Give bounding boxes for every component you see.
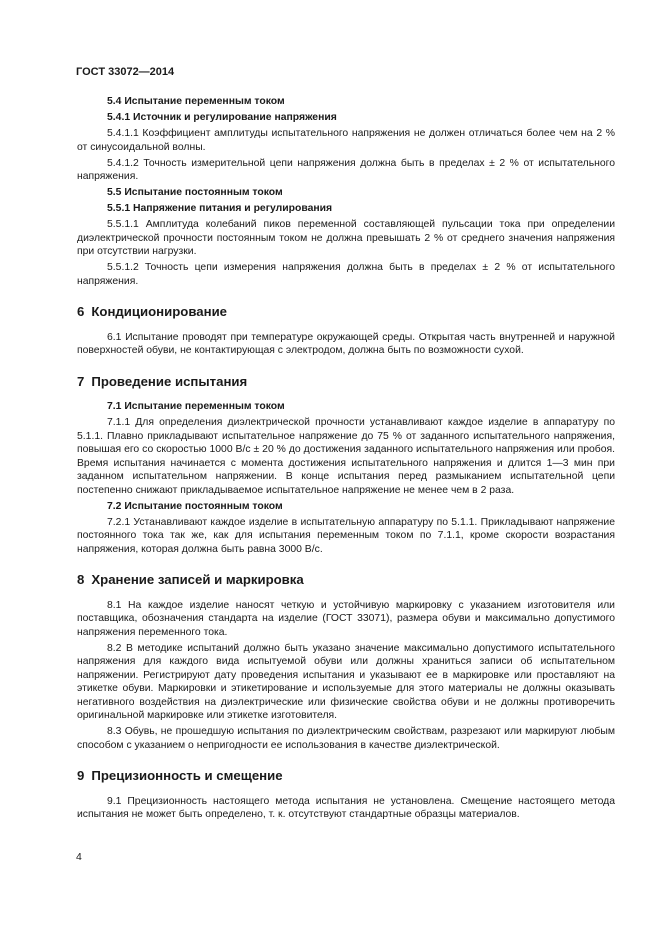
section-8-title: Хранение записей и маркировка [91,572,304,587]
section-6-heading [77,305,615,319]
subsection-5-4-title: 5.4 Испытание переменным током [107,96,285,107]
section-6-title: Кондиционирование [91,304,228,319]
section-9-heading [77,769,615,783]
subsection-5-5-1-title: 5.5.1 Напряжение питания и регулирования [107,203,333,214]
subsection-5-4-1-title: 5.4.1 Источник и регулирование напряжения [107,112,337,123]
paragraph-5-4-1-2: 5.4.1.2 Точность измерительной цепи напряжения должна быть в пределах ± 2 % от испытательного напряжения. [77,157,615,182]
section-7-number: 7 [77,373,85,389]
document-header: ГОСТ 33072—2014 [76,66,175,78]
section-7-title: Проведение испытания [91,373,248,389]
paragraph-6-1: 6.1 Испытание проводят при температуре окружающей среды. Открытая часть внутренней и наружной поверхностей обуви, не контактирующая с электродом, должна быть по возможности сухой. [77,331,615,356]
section-7-heading [77,375,615,389]
document-body [77,95,615,824]
paragraph-8-3: 8.3 Обувь, не прошедшую испытания по диэлектрическим свойствам, разрезают или маркируют любым способом с указанием о непригодности ее использования в качестве диэлектрической. [77,726,615,751]
subsection-7-1-title: 7.1 Испытание переменным током [107,401,285,412]
subsection-7-2-title: 7.2 Испытание постоянным током [107,500,283,512]
paragraph-7-1-1: 7.1.1 Для определения диэлектрической прочности устанавливают каждое изделие в аппаратуру по 5.1.1. Плавно прикладывают испытательное напряжение до 75 % от заданного испытательного напряжения, повышая его со скоростью 1000 В/с ± 20 % до достижения заданного испытательного напряжения или пробоя. Время испытания начинается с момента достижения испытательного напряжения и длится 1—3 мин при заданном испытательном напряжении. В конце испытания перед размыканием испытательной цепи постепенно снижают прикладываемое испытательное напряжение не менее чем в 2 раза. [77,417,615,496]
paragraph-9-1: 9.1 Прецизионность настоящего метода испытания не установлена. Смещение настоящего метода испытания не может быть определено, т. к. отсутствуют стандартные образцы материалов. [77,795,615,820]
paragraph-7-2-1: 7.2.1 Устанавливают каждое изделие в испытательную аппаратуру по 5.1.1. Прикладывают напряжение постоянного тока так же, как для испытания переменным током по 7.1.1, кроме скорости возрастания напряжения, которая должна быть равна 3000 В/с. [77,516,615,555]
section-8-number: 8 [77,572,85,587]
paragraph-5-5-1-1: 5.5.1.1 Амплитуда колебаний пиков переменной составляющей пульсации тока при определении диэлектрической прочности постоянным током не должна превышать 2 % от среднего значения напряжения при отсутствии нагрузки. [77,219,615,257]
section-9-number: 9 [77,768,85,783]
section-8-heading [77,573,615,587]
subsection-5-5-title: 5.5 Испытание постоянным током [107,187,283,198]
section-6-number: 6 [77,304,85,319]
paragraph-5-5-1-2: 5.5.1.2 Точность цепи измерения напряжения должна быть в пределах ± 2 % от испытательного напряжения. [77,262,615,287]
page-number: 4 [76,852,82,863]
paragraph-5-4-1-1: 5.4.1.1 Коэффициент амплитуды испытательного напряжения не должен отличаться более чем на 2 % от синусоидальной волны. [77,128,615,153]
section-9-title: Прецизионность и смещение [91,768,283,783]
paragraph-8-2: 8.2 В методике испытаний должно быть указано значение максимально допустимого испытательного напряжения для каждого вида испытуемой обуви или должны храниться записи об испытательном напряжении. Регистрируют дату проведения испытания и указывают ее в маркировке или проставляют на этикетке обуви. Маркировки и этикетирование и используемые для этого материалы не должны оказывать негативного воздействия на диэлектрические или физические свойства обуви и не должны противоречить оригинальной маркировке или этикетке изготовителя. [77,642,615,721]
paragraph-8-1: 8.1 На каждое изделие наносят четкую и устойчивую маркировку с указанием изготовителя или поставщика, обозначения стандарта на изделие (ГОСТ 33071), размера обуви и максимально допустимого напряжения переменного тока. [77,599,615,638]
